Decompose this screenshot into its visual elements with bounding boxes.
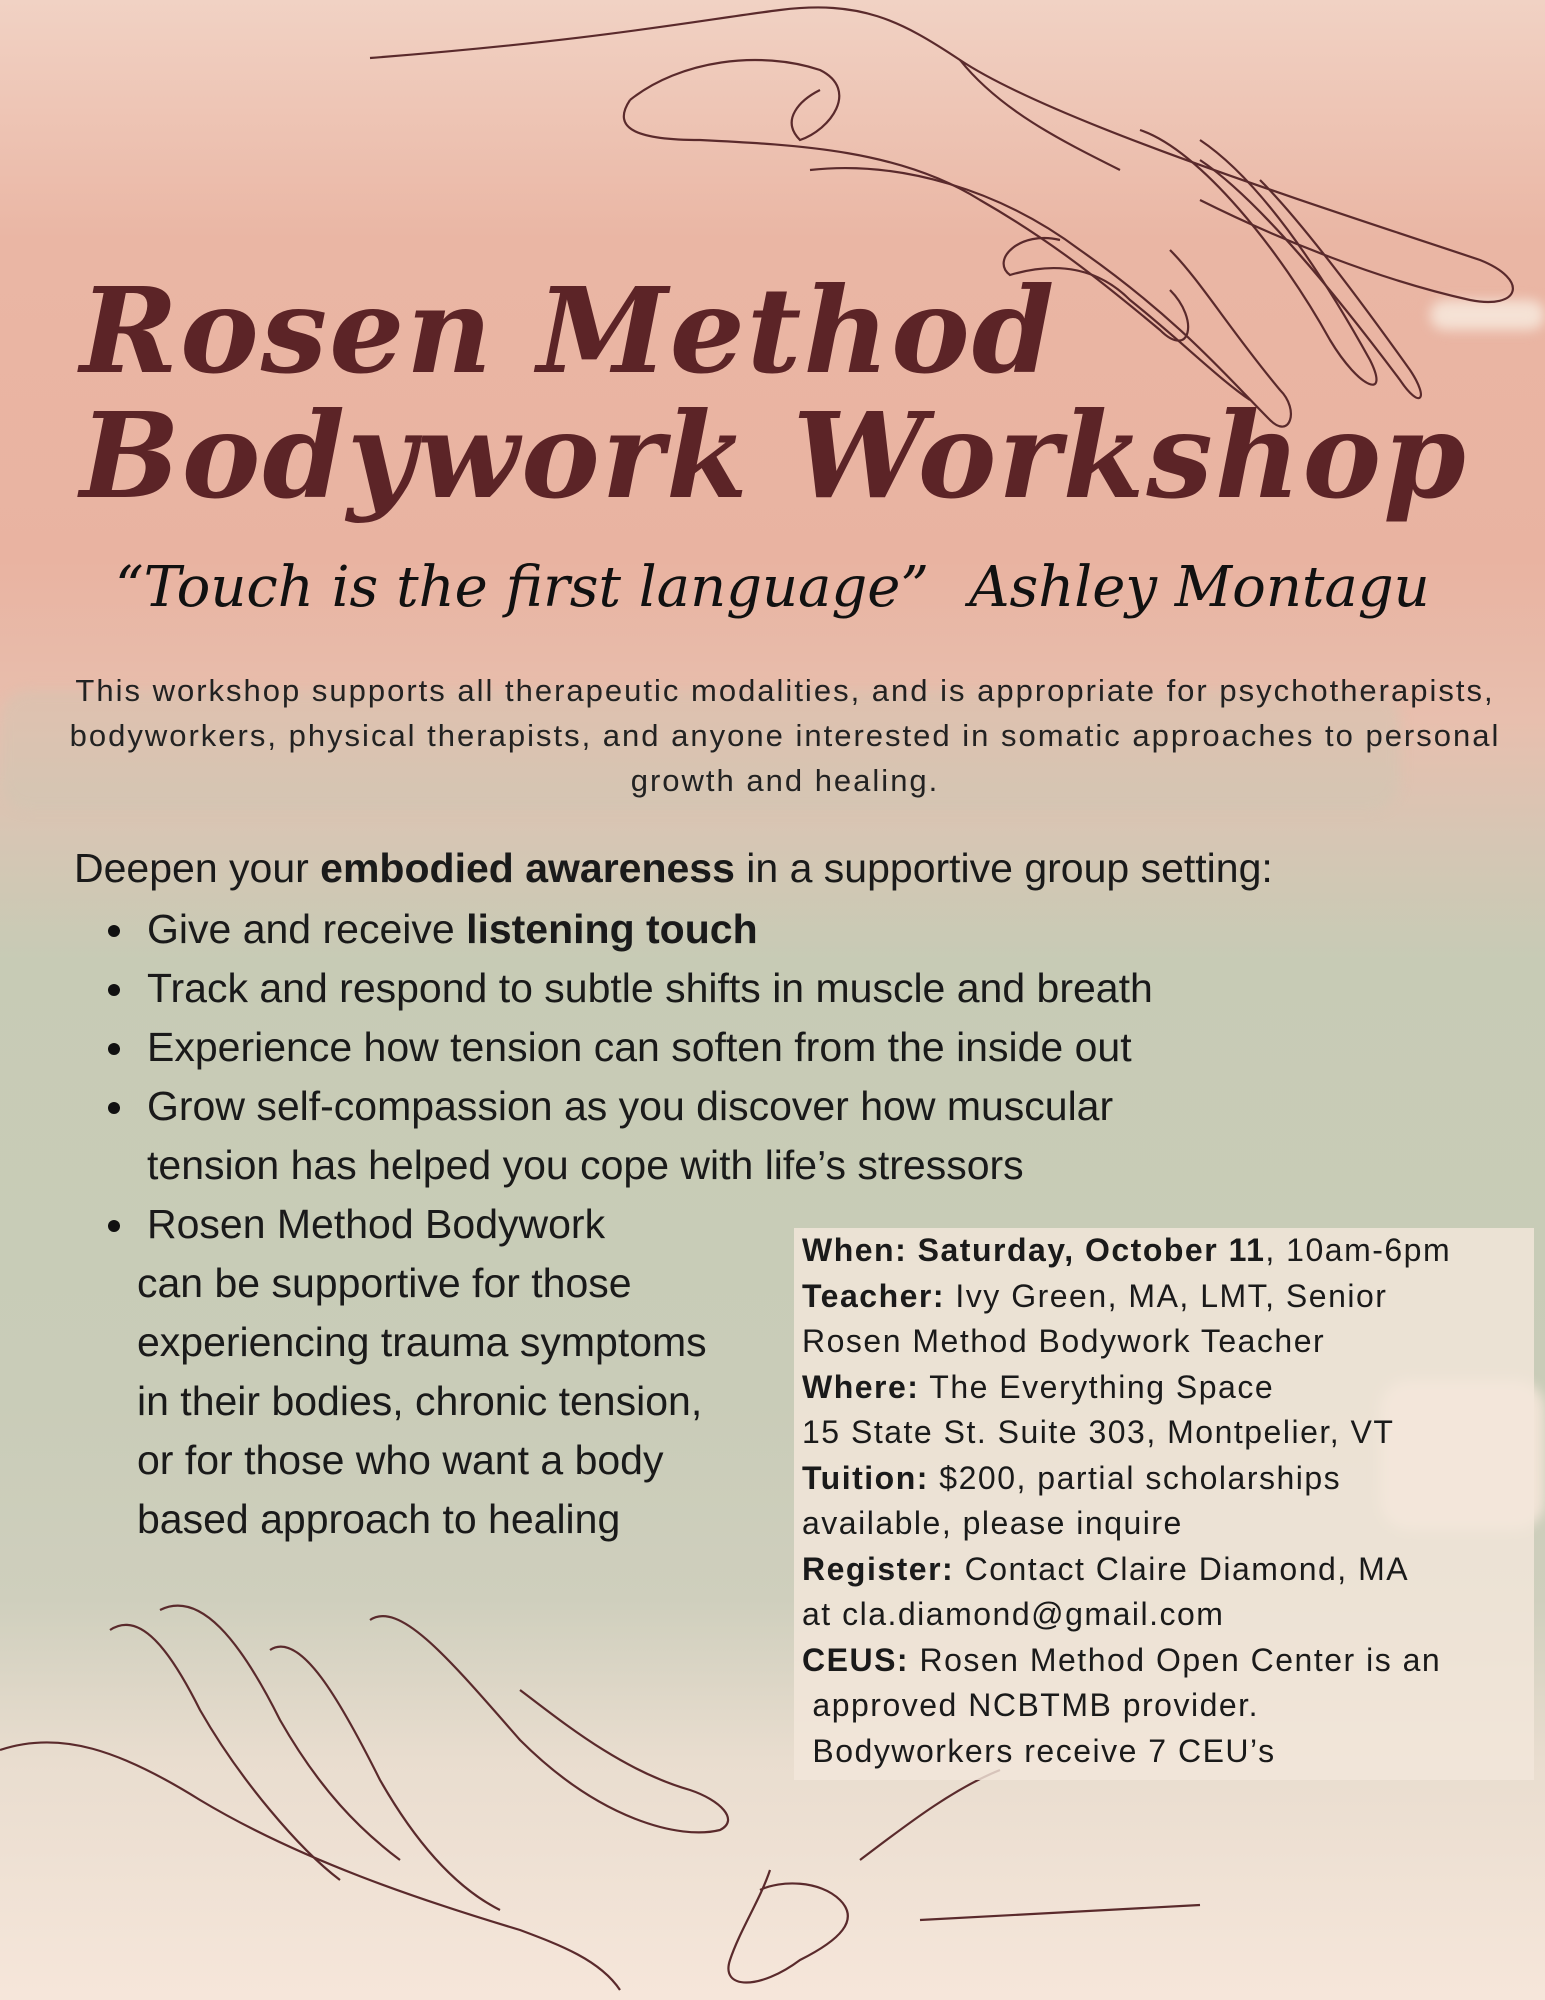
quote-author: Ashley Montagu xyxy=(969,555,1430,620)
item-text: based approach to healing xyxy=(137,1496,621,1542)
contact-email: at cla.diamond@gmail.com xyxy=(802,1596,1225,1632)
register-label: Register: xyxy=(802,1550,955,1587)
list-item: Track and respond to subtle shifts in muscle and breath xyxy=(100,959,1153,1018)
ceus-row xyxy=(794,1638,1534,1684)
lead-emphasis: embodied awareness xyxy=(320,845,735,891)
item-text: in their bodies, chronic tension, xyxy=(137,1378,703,1424)
when-date: Saturday, October 11 xyxy=(907,1232,1266,1268)
ceus-row-cont: Bodyworkers receive 7 CEU’s xyxy=(802,1732,1276,1769)
tuition-value: $200, partial scholarships xyxy=(928,1459,1342,1496)
item-emphasis: listening touch xyxy=(466,906,758,952)
list-item: Experience how tension can soften from the inside out xyxy=(100,1018,1153,1077)
title-line-2: Bodywork Workshop xyxy=(80,386,1468,525)
teacher-value: Ivy Green, MA, LMT, Senior xyxy=(945,1277,1388,1314)
ceus-row-cont: approved NCBTMB provider. xyxy=(802,1687,1259,1723)
item-text: or for those who want a body xyxy=(137,1437,664,1483)
item-text: Rosen Method Bodywork xyxy=(147,1201,606,1247)
quote-text: “Touch is the first language” xyxy=(115,555,930,620)
teacher-row xyxy=(794,1274,1534,1320)
where-label: Where: xyxy=(802,1368,920,1405)
lead-sentence xyxy=(74,845,1273,892)
address: 15 State St. Suite 303, Montpelier, VT xyxy=(802,1414,1395,1450)
register-value: Contact Claire Diamond, MA xyxy=(954,1550,1410,1587)
list-item xyxy=(100,900,1153,959)
teacher-label: Teacher: xyxy=(802,1277,946,1314)
lead-text: in a supportive group setting: xyxy=(734,845,1273,891)
item-text: experiencing trauma symptoms xyxy=(137,1319,707,1365)
ceus-label: CEUS: xyxy=(802,1641,910,1678)
where-row xyxy=(794,1365,1534,1411)
item-text: tension has helped you cope with life’s stressors xyxy=(147,1142,1024,1188)
where-value: The Everything Space xyxy=(919,1368,1275,1405)
item-text: can be supportive for those xyxy=(137,1260,632,1306)
teacher-row-cont: Rosen Method Bodywork Teacher xyxy=(802,1323,1326,1359)
when-label: When: xyxy=(802,1232,908,1268)
lead-text: Deepen your xyxy=(74,845,321,891)
list-item xyxy=(100,1077,1153,1195)
when-time: , 10am-6pm xyxy=(1265,1232,1452,1268)
event-details-box xyxy=(794,1228,1534,1780)
title-line-1: Rosen Method xyxy=(80,261,1057,400)
intro-paragraph: This workshop supports all therapeutic modalities, and is appropriate for psychotherapists, bodyworkers, physical therapists, and anyone interested in somatic approaches to personal growth and healing. xyxy=(69,673,1501,798)
item-text: Give and receive xyxy=(147,906,467,952)
tuition-row xyxy=(794,1456,1534,1502)
when-row xyxy=(794,1228,1534,1274)
ceus-value: Rosen Method Open Center is an xyxy=(909,1641,1442,1678)
quote xyxy=(115,555,1430,620)
tuition-label: Tuition: xyxy=(802,1459,929,1496)
register-row xyxy=(794,1547,1534,1593)
item-text: Grow self-compassion as you discover how muscular xyxy=(147,1083,1114,1129)
tuition-row-cont: available, please inquire xyxy=(802,1505,1183,1541)
page-title xyxy=(80,261,1468,525)
